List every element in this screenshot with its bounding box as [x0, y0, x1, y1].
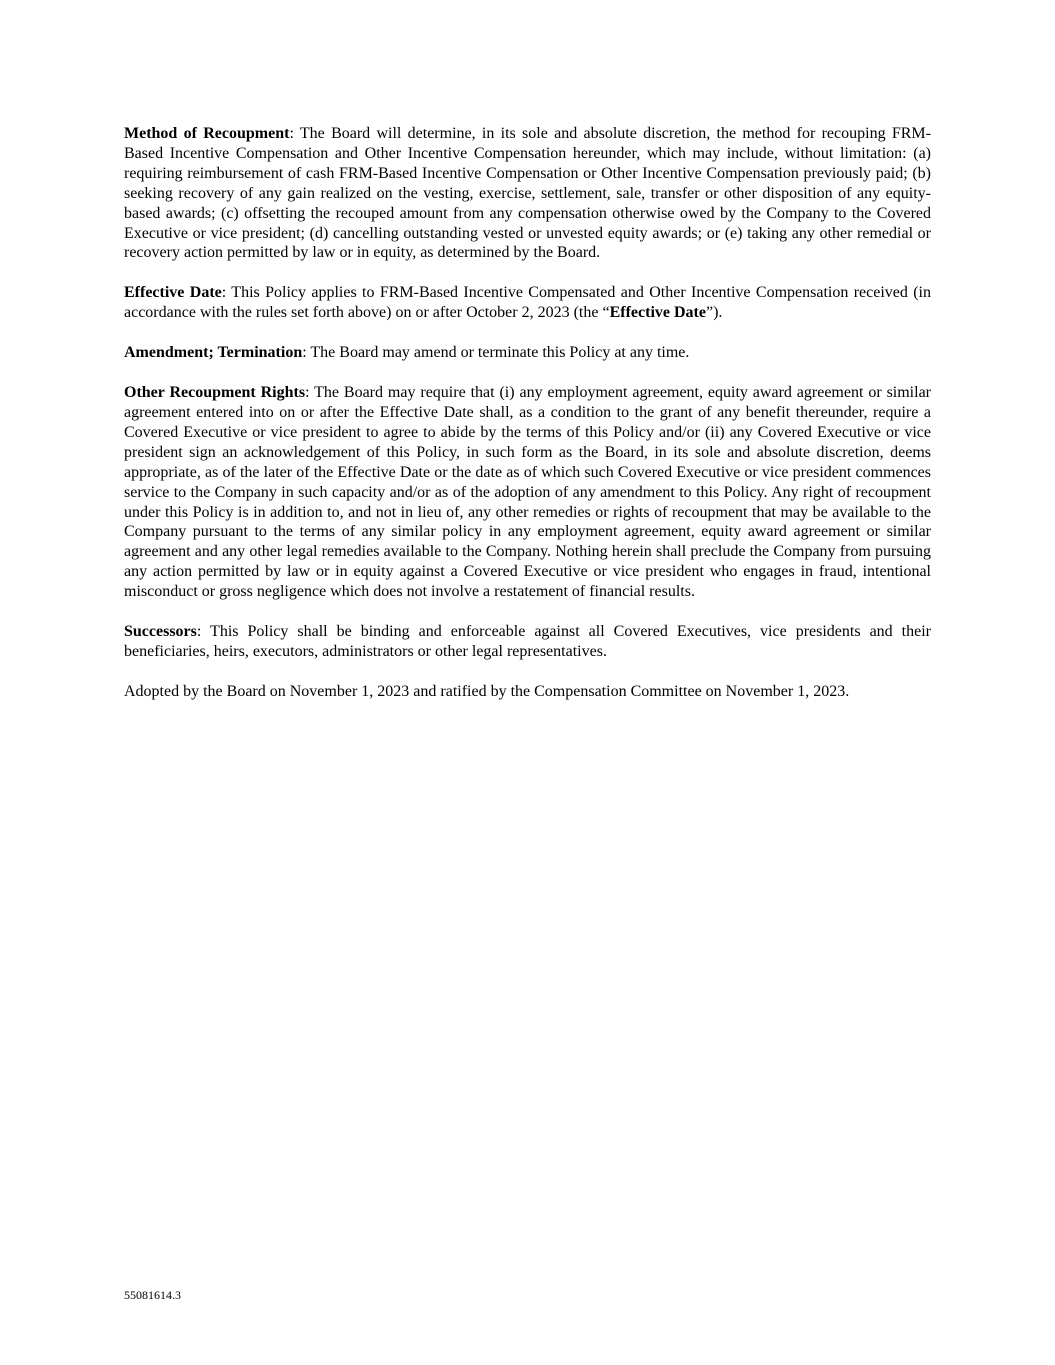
heading-colon: :	[221, 284, 227, 302]
section-effective-date	[124, 283, 931, 323]
heading-colon: :	[196, 623, 202, 641]
document-body	[124, 124, 931, 722]
section-text: The Board may amend or terminate this Policy at any time.	[306, 344, 690, 362]
heading-colon: :	[289, 125, 294, 142]
section-text: This Policy applies to FRM-Based Incentive Compensated and Other Incentive Compensation received (in accordance with the rules set forth above) on or after October 2, 2023 (the “	[124, 284, 932, 322]
adoption-statement: Adopted by the Board on November 1, 2023 and ratified by the Compensation Committee on November 1, 2023.	[124, 682, 850, 700]
section-method-of-recoupment	[124, 124, 931, 263]
section-heading: Amendment; Termination	[124, 344, 303, 362]
heading-colon: :	[305, 384, 310, 402]
section-amendment-termination	[124, 343, 931, 363]
section-text-end: ”).	[705, 304, 723, 322]
section-other-recoupment-rights	[124, 383, 931, 602]
section-heading: Method of Recoupment	[124, 125, 290, 142]
heading-colon: :	[302, 344, 307, 362]
section-heading: Effective Date	[124, 284, 222, 302]
section-text: The Board will determine, in its sole and absolute discretion, the method for recouping FRM-Based Incentive Compensation and Other Incentive Compensation hereunder, which may include, without limitation: (a) requiring reimbursement of cash FRM-Based Incentive Compensation or Other Incentive Compensation previously paid; (b) seeking recovery of any gain realized on the vesting, exercise, settlement, sale, transfer or other disposition of any equity-based awards; (c) offsetting the recouped amount from any compensation otherwise owed by the Company to the Covered Executive or vice president; (d) cancelling outstanding vested or unvested equity awards; or (e) taking any other remedial or recovery action permitted by law or in equity, as determined by the Board.	[124, 125, 931, 262]
defined-term: Effective Date	[609, 304, 706, 322]
section-heading: Other Recoupment Rights	[124, 384, 306, 402]
section-heading: Successors	[124, 623, 197, 641]
section-text: This Policy shall be binding and enforceable against all Covered Executives, vice presidents and their beneficiaries, heirs, executors, administrators or other legal representatives.	[124, 623, 931, 660]
document-id-footer: 55081614.3	[124, 1288, 181, 1302]
section-text: The Board may require that (i) any employment agreement, equity award agreement or similar agreement entered into on or after the Effective Date shall, as a condition to the grant of any benefit thereunder, require a Covered Executive or vice president to agree to abide by the terms of this Policy and/or (ii) any Covered Executive or vice president sign an acknowledgement of this Policy, in such form as the Board, in its sole and absolute discretion, deems appropriate, as of the later of the Effective Date or the date as of which such Covered Executive or vice president commences service to the Company in such capacity and/or as of the adoption of any amendment to this Policy. Any right of recoupment under this Policy is in addition to, and not in lieu of, any other remedies or rights of recoupment that may be available to the Company pursuant to the terms of any similar policy in any employment agreement, equity award agreement or similar agreement and any other legal remedies available to the Company. Nothing herein shall preclude the Company from pursuing any action permitted by law or in equity against a Covered Executive or vice president who engages in fraud, intentional misconduct or gross negligence which does not involve a restatement of financial results.	[124, 384, 932, 601]
section-successors	[124, 622, 931, 662]
